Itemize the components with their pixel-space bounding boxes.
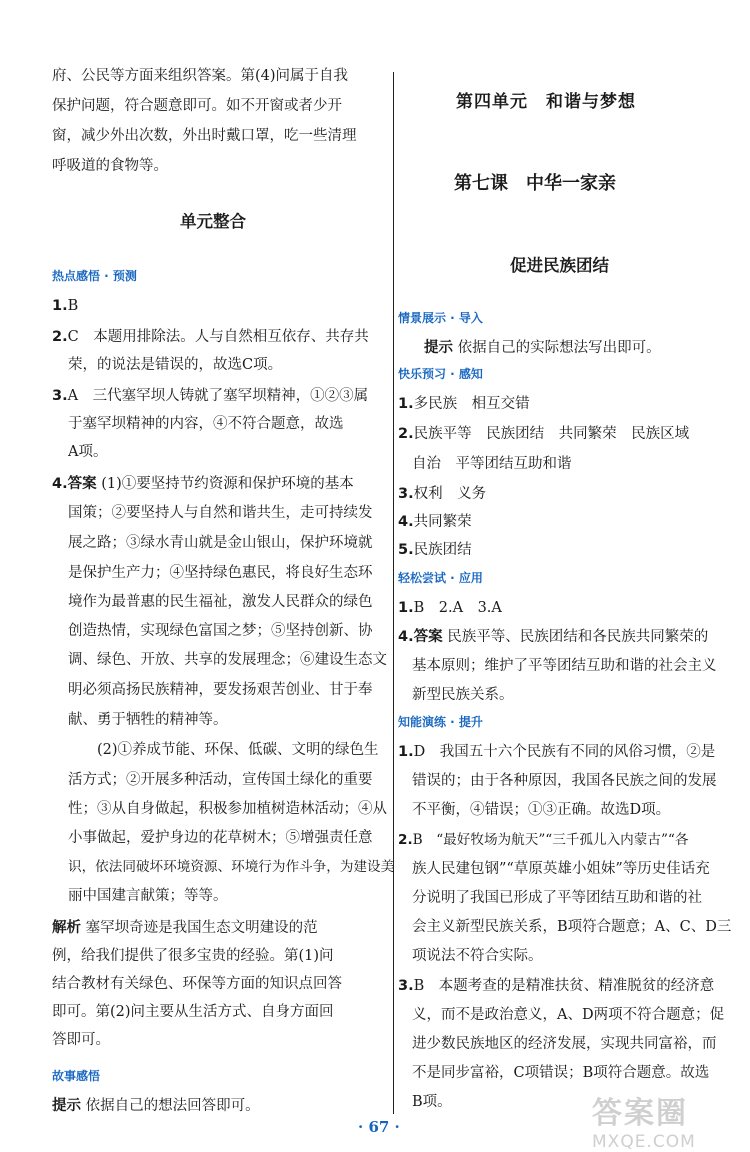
- answer-line: 活方式；②开展多种活动，宣传国土绿化的重要: [68, 772, 373, 788]
- watermark-top: 答案圈: [592, 1096, 688, 1131]
- column-divider: [393, 72, 394, 1114]
- answer-line: (2)①养成节能、环保、低碳、文明的绿色生: [68, 742, 379, 758]
- intro-line: 保护问题，符合题意即可。如不开窗或者少开: [52, 98, 342, 114]
- drill-line: 错误的；由于各种原因，我国各民族之间的发展: [412, 773, 717, 789]
- answer-line: 小事做起，爱护身边的花草树木；⑤增强责任意: [68, 830, 373, 846]
- lesson-title: 第七课 中华一家亲: [454, 173, 616, 194]
- drill-line: 3.B 本题考查的是精准扶贫、精准脱贫的经济意: [398, 978, 715, 994]
- answer-line: 国策；②要坚持人与自然和谐共生，走可持续发: [68, 505, 373, 521]
- answer-line: 2.C 本题用排除法。人与自然相互依存、共存共: [52, 329, 369, 345]
- section-title: 单元整合: [180, 212, 246, 231]
- preview-line: 2.民族平等 民族团结 共同繁荣 民族区域: [398, 426, 690, 442]
- answer-line: 1.B: [52, 298, 79, 314]
- watermark-logo: [592, 1088, 742, 1152]
- answer-line: 于塞罕坝精神的内容，④不符合题意，故选: [68, 416, 344, 432]
- answer-line: 献、勇于牺牲的精神等。: [68, 712, 228, 728]
- tag-hot: 热点感悟 · 预测: [52, 269, 137, 283]
- intro-line: 窗，减少外出次数，外出时戴口罩，吃一些清理: [52, 128, 357, 144]
- drill-line: 进少数民族地区的经济发展，实现共同富裕，而: [412, 1036, 717, 1052]
- intro-hint: 提示 依据自己的实际想法写出即可。: [424, 340, 661, 356]
- analysis-line: 即可。第(2)问主要从生活方式、自身方面回: [52, 1004, 334, 1020]
- tag-story: 故事感悟: [52, 1069, 101, 1083]
- drill-line: 不是同步富裕，C项错误；B项符合题意。故选: [412, 1065, 710, 1081]
- drill-line: 分说明了我国已形成了平等团结互助和谐的社: [412, 890, 702, 906]
- drill-line: 1.D 我国五十六个民族有不同的风俗习惯，②是: [398, 744, 716, 760]
- unit-title: 第四单元 和谐与梦想: [456, 92, 636, 112]
- answer-line: 荣，的说法是错误的，故选C项。: [68, 357, 283, 373]
- preview-line: 自治 平等团结互助和谐: [412, 456, 572, 472]
- answer-line: 明必须高扬民族精神，要发扬艰苦创业、甘于奉: [68, 682, 373, 698]
- drill-line: 项说法不符合实际。: [412, 948, 543, 964]
- drill-line: 义，而不是政治意义，A、D两项不符合题意；促: [412, 1007, 725, 1023]
- topic-title: 促进民族团结: [510, 256, 609, 275]
- analysis-line: 例，给我们提供了很多宝贵的经验。第(1)问: [52, 948, 334, 964]
- tag-intro: 情景展示 · 导入: [398, 311, 483, 325]
- drill-line: B项。: [412, 1094, 452, 1110]
- answer-line: 3.A 三代塞罕坝人铸就了塞罕坝精神，①②③属: [52, 388, 369, 404]
- answer-line: A项。: [68, 444, 108, 460]
- analysis-line: 结合教材有关绿色、环保等方面的知识点回答: [52, 976, 342, 992]
- try-line: 新型民族关系。: [412, 687, 514, 703]
- story-hint: 提示 依据自己的想法回答即可。: [52, 1098, 260, 1114]
- answer-line: 调、绿色、开放、共享的发展理念；⑥建设生态文: [68, 652, 387, 668]
- try-line: 基本原则；维护了平等团结互助和谐的社会主义: [412, 658, 717, 674]
- drill-line: 2.B “最好牧场为航天”“三千孤儿入内蒙古”“各: [398, 832, 689, 848]
- answer-line: 展之路；③绿水青山就是金山银山，保护环境就: [68, 535, 373, 551]
- try-line: 1.B 2.A 3.A: [398, 600, 502, 616]
- preview-line: 3.权利 义务: [398, 486, 487, 502]
- answer-line: 4.答案 (1)①要坚持节约资源和保护环境的基本: [52, 476, 354, 492]
- answer-line: 丽中国建言献策；等等。: [68, 888, 228, 904]
- answer-line: 是保护生产力；④坚持绿色惠民，将良好生态环: [68, 565, 373, 581]
- analysis-line: 解析 塞罕坝奇迹是我国生态文明建设的范: [52, 920, 318, 936]
- answer-line: 识，依法同破坏环境资源、环境行为作斗争，为建设美: [68, 859, 395, 875]
- drill-line: 不平衡，④错误；①③正确。故选D项。: [412, 802, 671, 818]
- watermark-bottom: MXQE.COM: [592, 1132, 696, 1152]
- tag-preview: 快乐预习 · 感知: [398, 367, 483, 381]
- try-line: 4.答案 民族平等、民族团结和各民族共同繁荣的: [398, 629, 709, 645]
- preview-line: 4.共同繁荣: [398, 514, 472, 530]
- page-number: · 67 ·: [358, 1118, 400, 1136]
- tag-drill: 知能演练 · 提升: [398, 715, 483, 729]
- drill-line: 族人民建包钢”“草原英雄小姐妹”等历史佳话充: [412, 861, 710, 877]
- preview-line: 5.民族团结: [398, 542, 472, 558]
- tag-try: 轻松尝试 · 应用: [398, 571, 483, 585]
- intro-line: 府、公民等方面来组织答案。第(4)问属于自我: [52, 68, 349, 84]
- answer-line: 境作为最普惠的民生福祉，激发人民群众的绿色: [68, 594, 373, 610]
- answer-line: 性；③从自身做起，积极参加植树造林活动；④从: [68, 801, 387, 817]
- intro-line: 呼吸道的食物等。: [52, 158, 168, 174]
- answer-line: 创造热情，实现绿色富国之梦；⑤坚持创新、协: [68, 623, 373, 639]
- analysis-line: 答即可。: [52, 1032, 110, 1048]
- preview-line: 1.多民族 相互交错: [398, 396, 530, 412]
- drill-line: 会主义新型民族关系，B项符合题意；A、C、D三: [412, 919, 732, 935]
